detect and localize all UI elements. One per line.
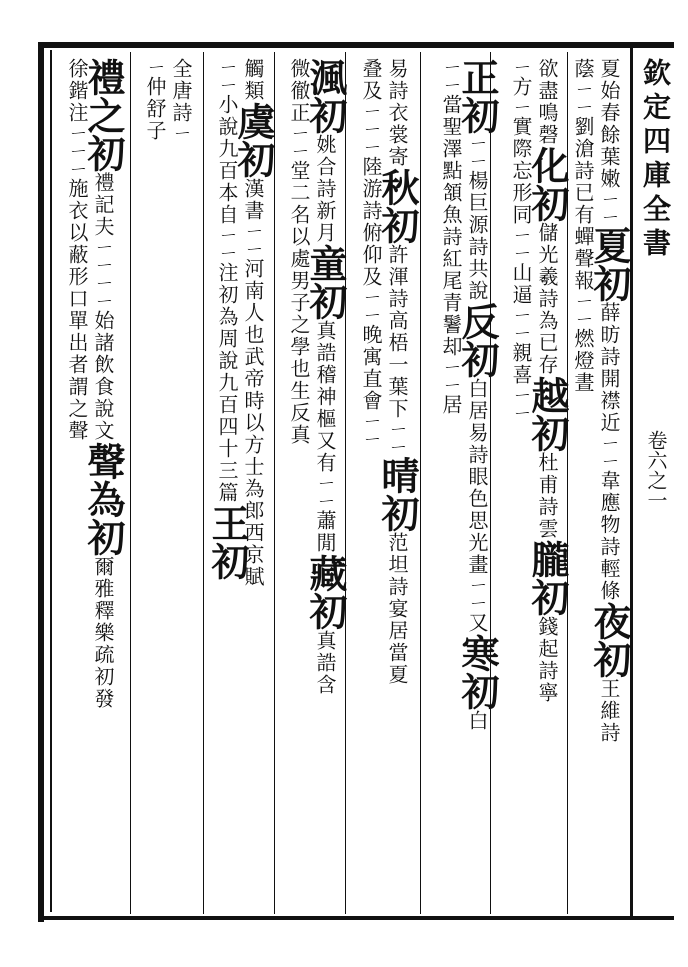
annotation-text: 爾雅釋樂疏初發 [91, 556, 115, 710]
annotation-text: 生反真 [287, 380, 311, 446]
annotation-text: 山逼ㄧㄧ [509, 262, 533, 342]
column-divider [203, 52, 204, 914]
text-column [525, 58, 570, 908]
annotation-text: 真誥稽神樞又有ㄧㄧ蕭閒 [313, 320, 337, 554]
headword: 越初 [525, 376, 570, 452]
column-divider [420, 52, 421, 914]
text-column [205, 58, 250, 908]
annotation-text: 王維詩 [597, 678, 621, 744]
headword: 正初 [455, 58, 500, 134]
annotation-text: 堂二名以處男子之學也 [287, 160, 311, 380]
headword: 晴初 [375, 456, 420, 532]
text-column [62, 58, 92, 908]
column-divider [345, 52, 346, 914]
headword: 虞初 [231, 102, 276, 178]
annotation-text: 錢起詩寧 [535, 616, 559, 704]
text-column [436, 58, 466, 908]
annotation-text: 儲光羲詩為已存 [535, 222, 559, 376]
annotation-text: 口單出者謂之聲 [65, 288, 89, 442]
annotation-text: 禮記夫ㄧㄧㄧㄧ始諸飲食說文 [91, 172, 115, 442]
headword: 藏初 [303, 554, 348, 630]
text-column [356, 58, 386, 908]
headword: 渢初 [303, 58, 348, 134]
annotation-text: 小說九百本自ㄧㄧ注初為周說九百四十三篇 [215, 94, 239, 504]
annotation-text: 全唐詩ㄧ [169, 58, 193, 142]
annotation-text: 欲盡鳴磬 [535, 58, 559, 146]
annotation-text: 徐鍇注ㄧㄧㄧ施衣以蔽形 [65, 58, 89, 288]
annotation-text: 葉嫩ㄧㄧ [597, 146, 621, 226]
annotation-text: 杜甫詩雲 [535, 452, 559, 540]
book-title: 欽定四庫全書 [639, 58, 672, 262]
annotation-text: 微徹正ㄧㄧ [287, 58, 311, 160]
top-border [38, 42, 674, 48]
text-column [506, 58, 536, 908]
text-column [81, 58, 126, 908]
annotation-text: 許渾詩高梧一葉下ㄧㄧ [385, 244, 409, 456]
headword: 王初 [205, 504, 250, 580]
annotation-text: 晚寓直會ㄧㄧ [359, 324, 383, 448]
left-border [38, 42, 44, 922]
annotation-text: ㄧㄧ當聖澤 [439, 58, 463, 160]
headword: 化初 [525, 146, 570, 222]
annotation-text: ㄧ陸游詩俯仰及ㄧㄧ [359, 138, 383, 324]
text-column [166, 58, 196, 908]
column-divider [274, 52, 275, 914]
annotation-text: ㄧ方ㄧ [509, 58, 533, 116]
annotation-text: 點頷魚詩紅尾青鬐却ㄧㄧ [439, 160, 463, 394]
annotation-text: 蔭ㄧㄧ劉滄詩已有蟬聲報ㄧㄧ [571, 58, 595, 328]
text-column [375, 58, 420, 908]
text-column [568, 58, 598, 908]
headword: 反初 [455, 302, 500, 378]
juan-label: 卷六之一 [644, 430, 668, 510]
annotation-text: 薛昉詩開襟近ㄧㄧ韋應物詩輕條 [597, 302, 621, 602]
annotation-text: 實際忘形同ㄧㄧ [509, 116, 533, 262]
headword: 朧初 [525, 540, 570, 616]
headword: 夏初 [587, 226, 632, 302]
annotation-text: 夏始春餘 [597, 58, 621, 146]
bottom-border [38, 916, 674, 920]
annotation-text: ㄧㄧ [215, 58, 239, 94]
annotation-text: ㄧㄧ楊巨源詩共說 [465, 134, 489, 302]
headword: 寒初 [455, 634, 500, 710]
annotation-text: 真誥含 [313, 630, 337, 696]
text-column [587, 58, 632, 908]
annotation-text: 居 [439, 394, 463, 416]
headword: 禮之初 [81, 58, 126, 172]
annotation-text: 范坦詩宴居當夏 [385, 532, 409, 686]
annotation-text: ㄧ仲舒子 [143, 58, 167, 142]
text-column [455, 58, 500, 908]
fishtail-rule-left [630, 42, 633, 920]
annotation-text: 白 [465, 710, 489, 732]
text-column [303, 58, 348, 908]
annotation-text: 姚合詩新月 [313, 134, 337, 244]
annotation-text: 觸類 [241, 58, 265, 102]
annotation-text: 易詩衣裳寄 [385, 58, 409, 168]
column-divider [130, 52, 131, 914]
text-column [284, 58, 314, 908]
headword: 童初 [303, 244, 348, 320]
annotation-text: 燃燈晝 [571, 328, 595, 394]
headword: 聲為初 [81, 442, 126, 556]
text-column [140, 58, 170, 908]
inner-left-rule [50, 50, 52, 912]
headword: 秋初 [375, 168, 420, 244]
annotation-text: 叠及ㄧㄧ [359, 58, 383, 138]
annotation-text: 白居易詩眼色思光畫ㄧㄧ又 [465, 378, 489, 634]
text-column [231, 58, 276, 908]
headword: 夜初 [587, 602, 632, 678]
annotation-text: 親喜ㄧㄧ [509, 342, 533, 422]
annotation-text: 漢書ㄧㄧ河南人也武帝時以方士為郎西京賦 [241, 178, 265, 588]
